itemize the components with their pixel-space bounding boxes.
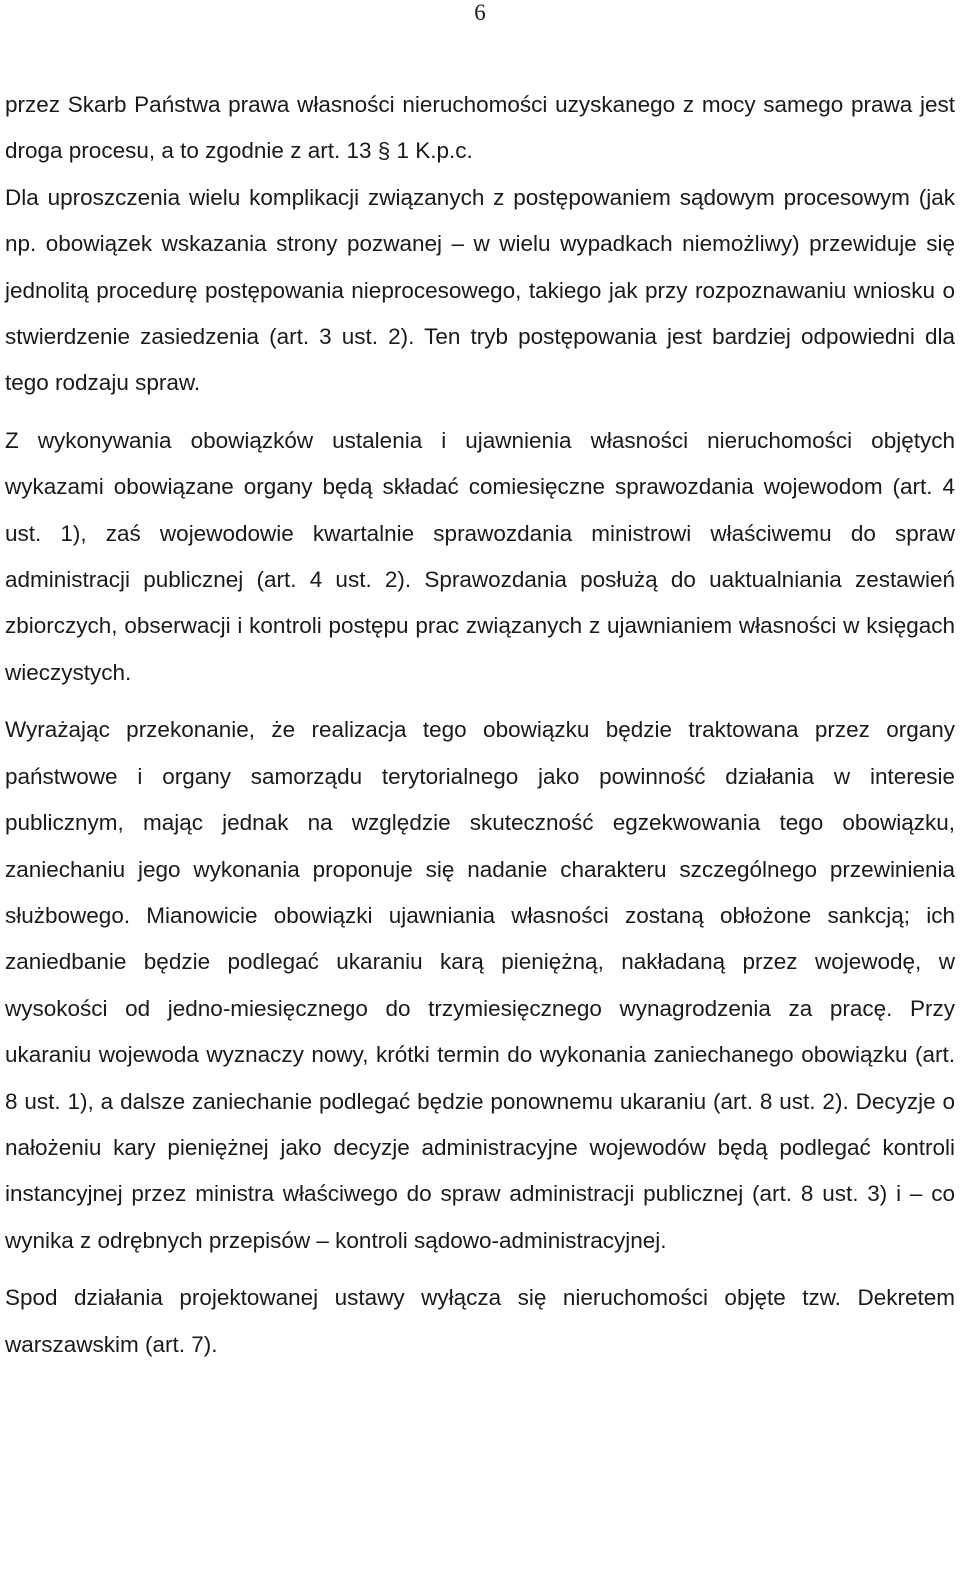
paragraph-1: przez Skarb Państwa prawa własności nieruchomości uzyskanego z mocy samego prawa jest droga procesu, a to zgodnie z art. 13 § 1 K.p.c. <box>5 92 955 164</box>
document-body <box>5 82 955 1368</box>
paragraph-3: Z wykonywania obowiązków ustalenia i ujawnienia własności nieruchomości objętych wykazami obowiązane organy będą składać comiesięczne sprawozdania wojewodom (art. 4 ust. 1), zaś wojewodowie kwartalnie sprawozdania ministrowi właściwemu do spraw administracji publicznej (art. 4 ust. 2). Sprawozdania posłużą do uaktualniania zestawień zbiorczych, obserwacji i kontroli postępu prac związanych z ujawnianiem własności w księgach wieczystych. <box>5 427 955 685</box>
paragraph-2: Dla uproszczenia wielu komplikacji związanych z postępowaniem sądowym procesowym (jak np. obowiązek wskazania strony pozwanej – w wielu wypadkach niemożliwy) przewiduje się jednolitą procedurę postępowania nieprocesowego, takiego jak przy rozpoznawaniu wniosku o stwierdzenie zasiedzenia (art. 3 ust. 2). Ten tryb postępowania jest bardziej odpowiedni dla tego rodzaju spraw. <box>5 184 955 396</box>
page-number: 6 <box>474 0 486 25</box>
paragraph-4: Wyrażając przekonanie, że realizacja tego obowiązku będzie traktowana przez organy państwowe i organy samorządu terytorialnego jako powinność działania w interesie publicznym, mając jednak na względzie skuteczność egzekwowania tego obowiązku, zaniechaniu jego wykonania proponuje się nadanie charakteru szczególnego przewinienia służbowego. Mianowicie obowiązki ujawniania własności zostaną obłożone sankcją; ich zaniedbanie będzie podlegać ukaraniu karą pieniężną, nakładaną przez wojewodę, w wysokości od jedno-miesięcznego do trzymiesięcznego wynagrodzenia za pracę. Przy ukaraniu wojewoda wyznaczy nowy, krótki termin do wykonania zaniechanego obowiązku (art. 8 ust. 1), a dalsze zaniechanie podlegać będzie ponownemu ukaraniu (art. 8 ust. 2). Decyzje o nałożeniu kary pieniężnej jako decyzje administracyjne wojewodów będą podlegać kontroli instancyjnej przez ministra właściwego do spraw administracji publicznej (art. 8 ust. 3) i – co wynika z odrębnych przepisów – kontroli sądowo-administracyjnej. <box>5 717 955 1253</box>
paragraph-5: Spod działania projektowanej ustawy wyłącza się nieruchomości objęte tzw. Dekretem warszawskim (art. 7). <box>5 1285 955 1357</box>
